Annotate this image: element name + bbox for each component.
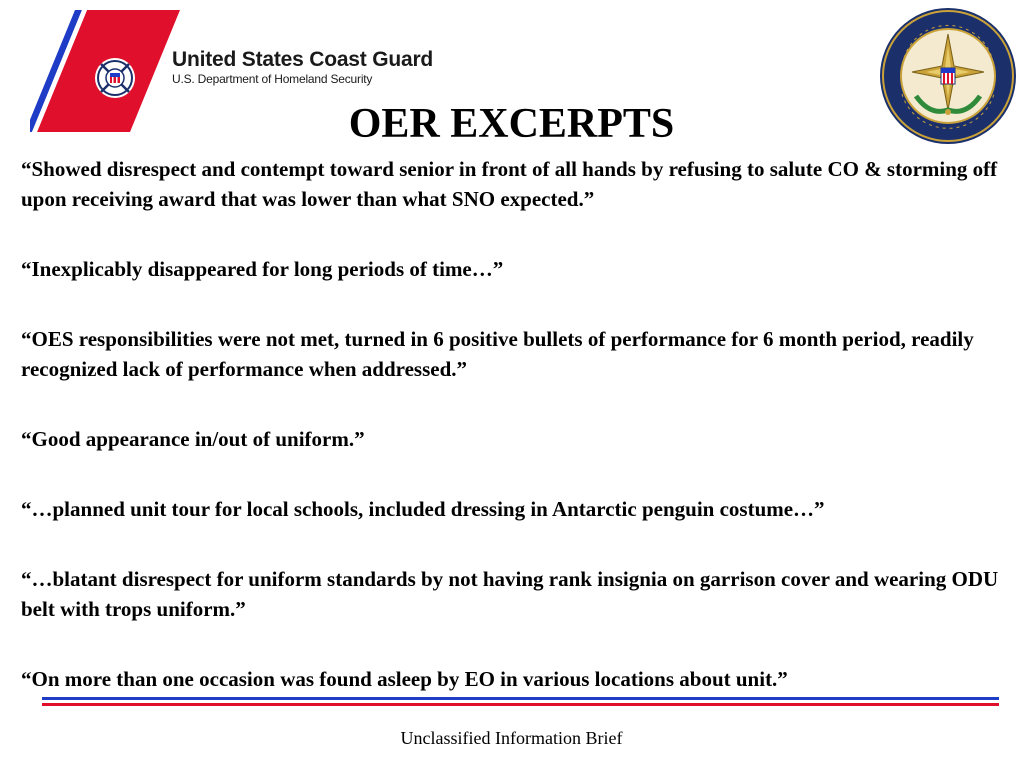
oer-excerpt: “Inexplicably disappeared for long periods of time…” [21, 257, 504, 281]
organization-wordmark [172, 48, 433, 87]
oer-excerpt: “Showed disrespect and contempt toward senior in front of all hands by refusing to salute CO & storming off upon receiving award that was lower than what SNO expected.” [21, 157, 998, 211]
oer-excerpt: “OES responsibilities were not met, turned in 6 positive bullets of performance for 6 month period, readily recognized lack of performance when addressed.” [21, 327, 974, 381]
slide-title: OER EXCERPTS [348, 101, 675, 147]
oer-excerpt-list [21, 154, 1006, 734]
classification-footer: Unclassified Information Brief [400, 728, 623, 748]
oer-excerpt: “…planned unit tour for local schools, included dressing in Antarctic penguin costume…” [21, 497, 825, 521]
footer-divider [42, 697, 999, 706]
oer-excerpt: “…blatant disrespect for uniform standards by not having rank insignia on garrison cover and wearing ODU belt with trops uniform.” [21, 567, 999, 621]
oer-excerpt: “On more than one occasion was found asleep by EO in various locations about unit.” [21, 667, 788, 691]
divider-red-line [42, 703, 999, 706]
organization-name: United States Coast Guard [172, 48, 434, 71]
oer-excerpt: “Good appearance in/out of uniform.” [21, 427, 365, 451]
coast-guard-emblem-icon [95, 58, 135, 98]
department-name: U.S. Department of Homeland Security [172, 72, 373, 86]
